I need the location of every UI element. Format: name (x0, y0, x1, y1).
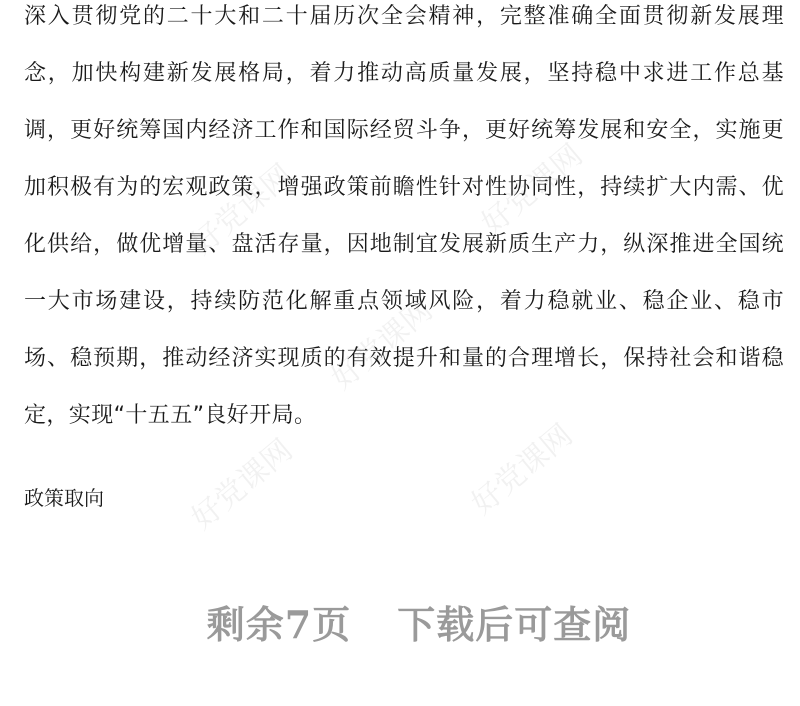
watermark-text: 好党课网 (325, 292, 440, 397)
section-heading: 政策取向 (24, 486, 104, 510)
watermark-text: 好党课网 (185, 157, 300, 262)
remaining-pages-label: 剩余7页 (206, 602, 352, 647)
download-hint-label: 下载后可查阅 (397, 602, 632, 647)
watermark-text: 好党课网 (465, 417, 580, 522)
watermark-text: 好党课网 (475, 137, 590, 242)
body-paragraph: 深入贯彻党的二十大和二十届历次全会精神，完整准确全面贯彻新发展理念，加快构建新发展格局，着力推动高质量发展，坚持稳中求进工作总基调，更好统筹国内经济工作和国际经贸斗争，更好统筹发展和安全，实施更加积极有为的宏观政策，增强政策前瞻性针对性协同性，持续扩大内需、优化供给，做优增量、盘活存量，因地制宜发展新质生产力，纵深推进全国统一大市场建设，持续防范化解重点领域风险，着力稳就业、稳企业、稳市场、稳预期，推动经济实现质的有效提升和量的合理增长，保持社会和谐稳定，实现“十五五”良好开局。 (24, 4, 784, 428)
remaining-pages-banner[interactable] (0, 600, 800, 650)
watermark-text: 好党课网 (185, 432, 300, 537)
